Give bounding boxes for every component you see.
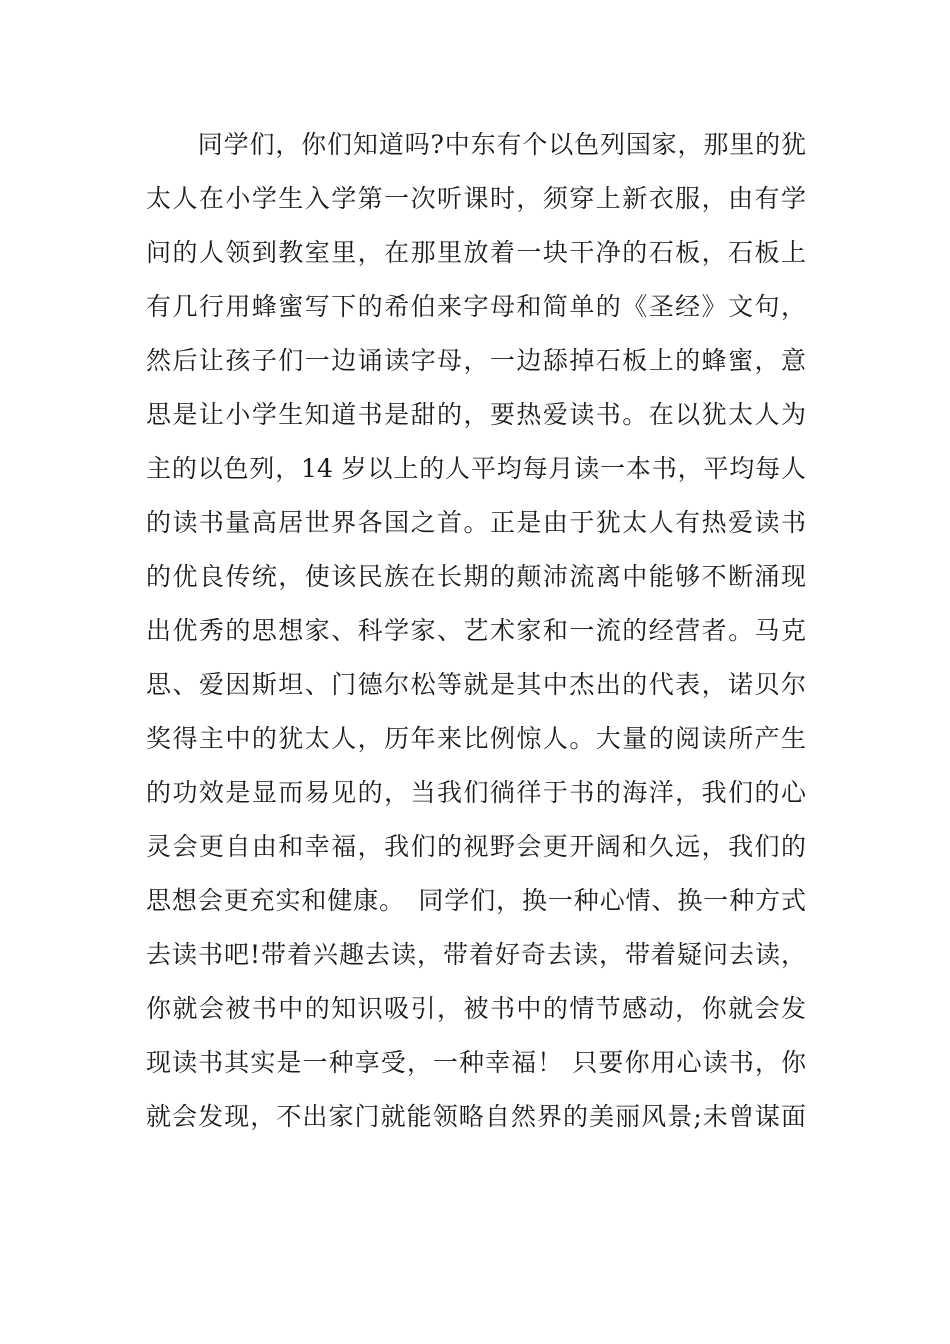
- text-line: 问的人领到教室里，在那里放着一块干净的石板，石板上: [146, 238, 806, 267]
- text-line: 有几行用蜂蜜写下的希伯来字母和简单的《圣经》文句，: [146, 292, 806, 321]
- text-line: 然后让孩子们一边诵读字母，一边舔掉石板上的蜂蜜，意: [146, 346, 806, 375]
- text-line: 的功效是显而易见的，当我们徜徉于书的海洋，我们的心: [146, 778, 806, 807]
- text-line: 现读书其实是一种享受，一种幸福！ 只要你用心读书，你: [146, 1048, 806, 1077]
- text-line: 的优良传统，使该民族在长期的颠沛流离中能够不断涌现: [146, 562, 806, 591]
- text-line: 思、爱因斯坦、门德尔松等就是其中杰出的代表，诺贝尔: [146, 670, 806, 699]
- text-line: 就会发现，不出家门就能领略自然界的美丽风景;未曾谋面: [146, 1102, 806, 1131]
- text-line: 去读书吧!带着兴趣去读，带着好奇去读，带着疑问去读，: [146, 940, 806, 969]
- body-paragraph: [146, 118, 806, 1144]
- text-line: 出优秀的思想家、科学家、艺术家和一流的经营者。马克: [146, 616, 806, 645]
- text-line: 的读书量高居世界各国之首。正是由于犹太人有热爱读书: [146, 508, 806, 537]
- text-line: 灵会更自由和幸福，我们的视野会更开阔和久远，我们的: [146, 832, 806, 861]
- text-line: 思是让小学生知道书是甜的，要热爱读书。在以犹太人为: [146, 400, 806, 429]
- text-line: 主的以色列，14 岁以上的人平均每月读一本书，平均每人: [146, 454, 806, 483]
- text-line: 同学们，你们知道吗?中东有个以色列国家，那里的犹: [146, 130, 806, 159]
- text-line: 奖得主中的犹太人，历年来比例惊人。大量的阅读所产生: [146, 724, 806, 753]
- text-line: 你就会被书中的知识吸引，被书中的情节感动，你就会发: [146, 994, 806, 1023]
- text-line: 太人在小学生入学第一次听课时，须穿上新衣服，由有学: [146, 184, 806, 213]
- text-line: 思想会更充实和健康。 同学们，换一种心情、换一种方式: [146, 886, 806, 915]
